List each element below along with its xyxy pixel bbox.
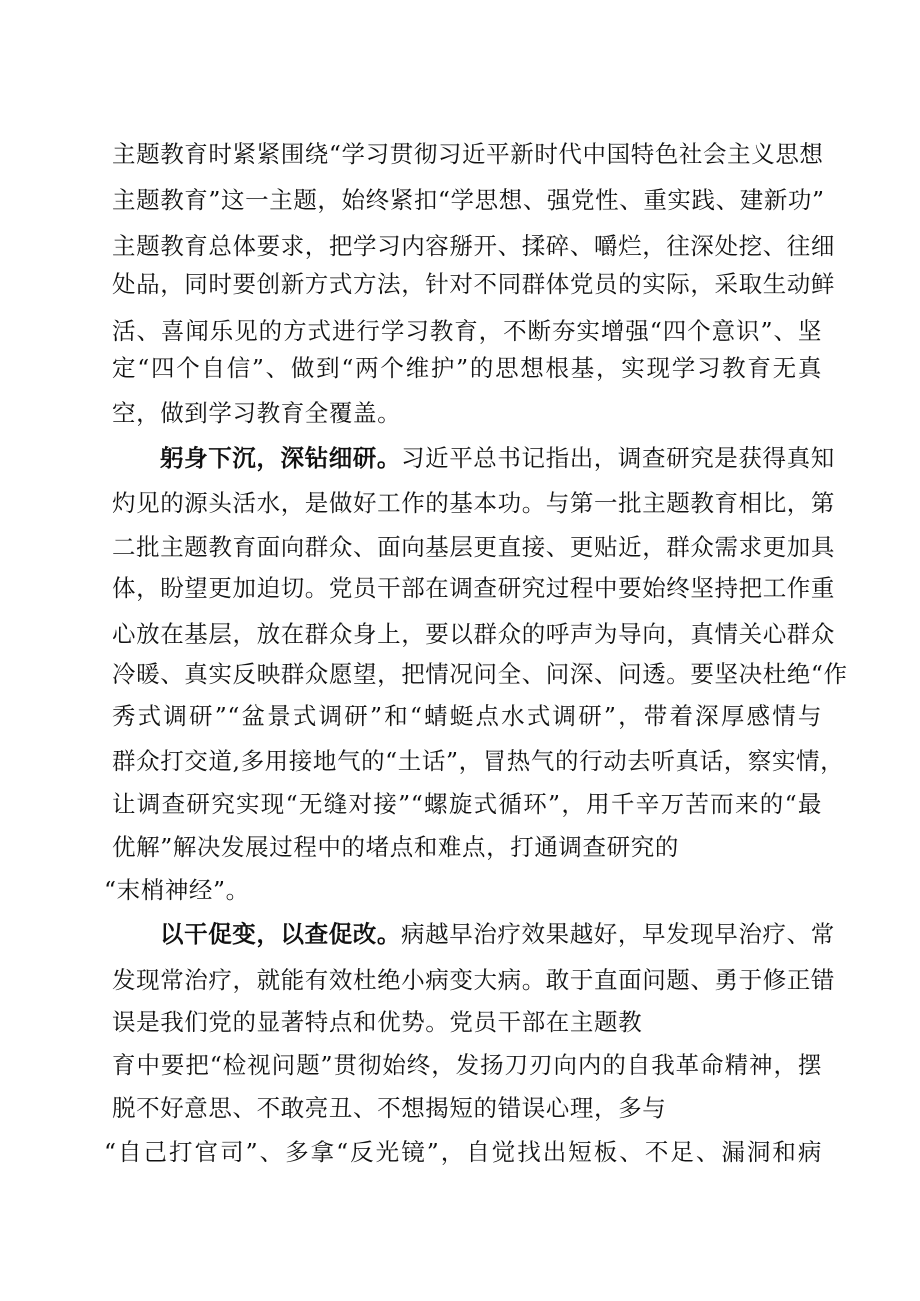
- paragraph-line: 主题教育”这一主题，始终紧扣“学思想、强党性、重实践、建新功”: [112, 186, 825, 214]
- paragraph-line: 定“四个自信”、做到“两个维护”的思想根基，实现学习教育无真: [112, 354, 822, 382]
- paragraph-line: 空，做到学习教育全覆盖。: [112, 399, 402, 427]
- paragraph-line: 二批主题教育面向群众、面向基层更直接、更贴近，群众需求更加具: [112, 533, 835, 561]
- paragraph-line: 秀式调研”“盆景式调研”和“蜻蜓点水式调研”，带着深厚感情与: [112, 702, 822, 730]
- paragraph-line: 处品，同时要创新方式方法，针对不同群体党员的实际，采取生动鲜: [112, 270, 835, 298]
- paragraph-heading: 以干促变，以查促改。: [160, 920, 401, 948]
- paragraph-line: “末梢神经”。: [104, 876, 250, 904]
- paragraph-line: 冷暖、真实反映群众愿望，把情况问全、问深、问透。要坚决杜绝“作: [112, 660, 848, 688]
- paragraph-line: 群众打交道,多用接地气的“土话”，冒热气的行动去听真话，察实情，: [112, 747, 845, 775]
- paragraph-line: 心放在基层，放在群众身上，要以群众的呼声为导向，真情关心群众: [112, 620, 835, 648]
- paragraph-line: 脱不好意思、不敢亮丑、不想揭短的错误心理，多与: [112, 1094, 667, 1122]
- paragraph-line: 主题教育总体要求，把学习内容掰开、揉碎、嚼烂，往深处挖、往细: [112, 232, 835, 260]
- paragraph-line: 体，盼望更加迫切。党员干部在调查研究过程中要始终坚持把工作重: [112, 574, 835, 602]
- paragraph-first-line: [160, 440, 835, 476]
- paragraph-line: 优解”解决发展过程中的堵点和难点，打通调查研究的: [112, 833, 679, 861]
- paragraph-text: 习近平总书记指出，调查研究是获得真知: [401, 444, 835, 472]
- paragraph-first-line: [160, 916, 835, 952]
- paragraph-line: 灼见的源头活水，是做好工作的基本功。与第一批主题教育相比，第: [112, 489, 835, 517]
- paragraph-line: 发现常治疗，就能有效杜绝小病变大病。敢于直面问题、勇于修正错: [112, 966, 835, 994]
- paragraph-line: 活、喜闻乐见的方式进行学习教育，不断夯实增强“四个意识”、坚: [112, 317, 822, 345]
- paragraph-line: 让调查研究实现“无缝对接”“螺旋式循环”，用千辛万苦而来的“最: [112, 790, 822, 818]
- paragraph-line: 育中要把“检视问题”贯彻始终，发扬刀刃向内的自我革命精神，摆: [112, 1051, 822, 1079]
- paragraph-line: 主题教育时紧紧围绕“学习贯彻习近平新时代中国特色社会主义思想: [112, 140, 824, 168]
- paragraph-heading: 躬身下沉，深钻细研。: [160, 444, 401, 472]
- paragraph-text: 病越早治疗效果越好，早发现早治疗、常: [401, 920, 835, 948]
- paragraph-line: “自己打官司”、多拿“反光镜”，自觉找出短板、不足、漏洞和病: [104, 1138, 822, 1166]
- paragraph-line: 误是我们党的显著特点和优势。党员干部在主题教: [112, 1008, 643, 1036]
